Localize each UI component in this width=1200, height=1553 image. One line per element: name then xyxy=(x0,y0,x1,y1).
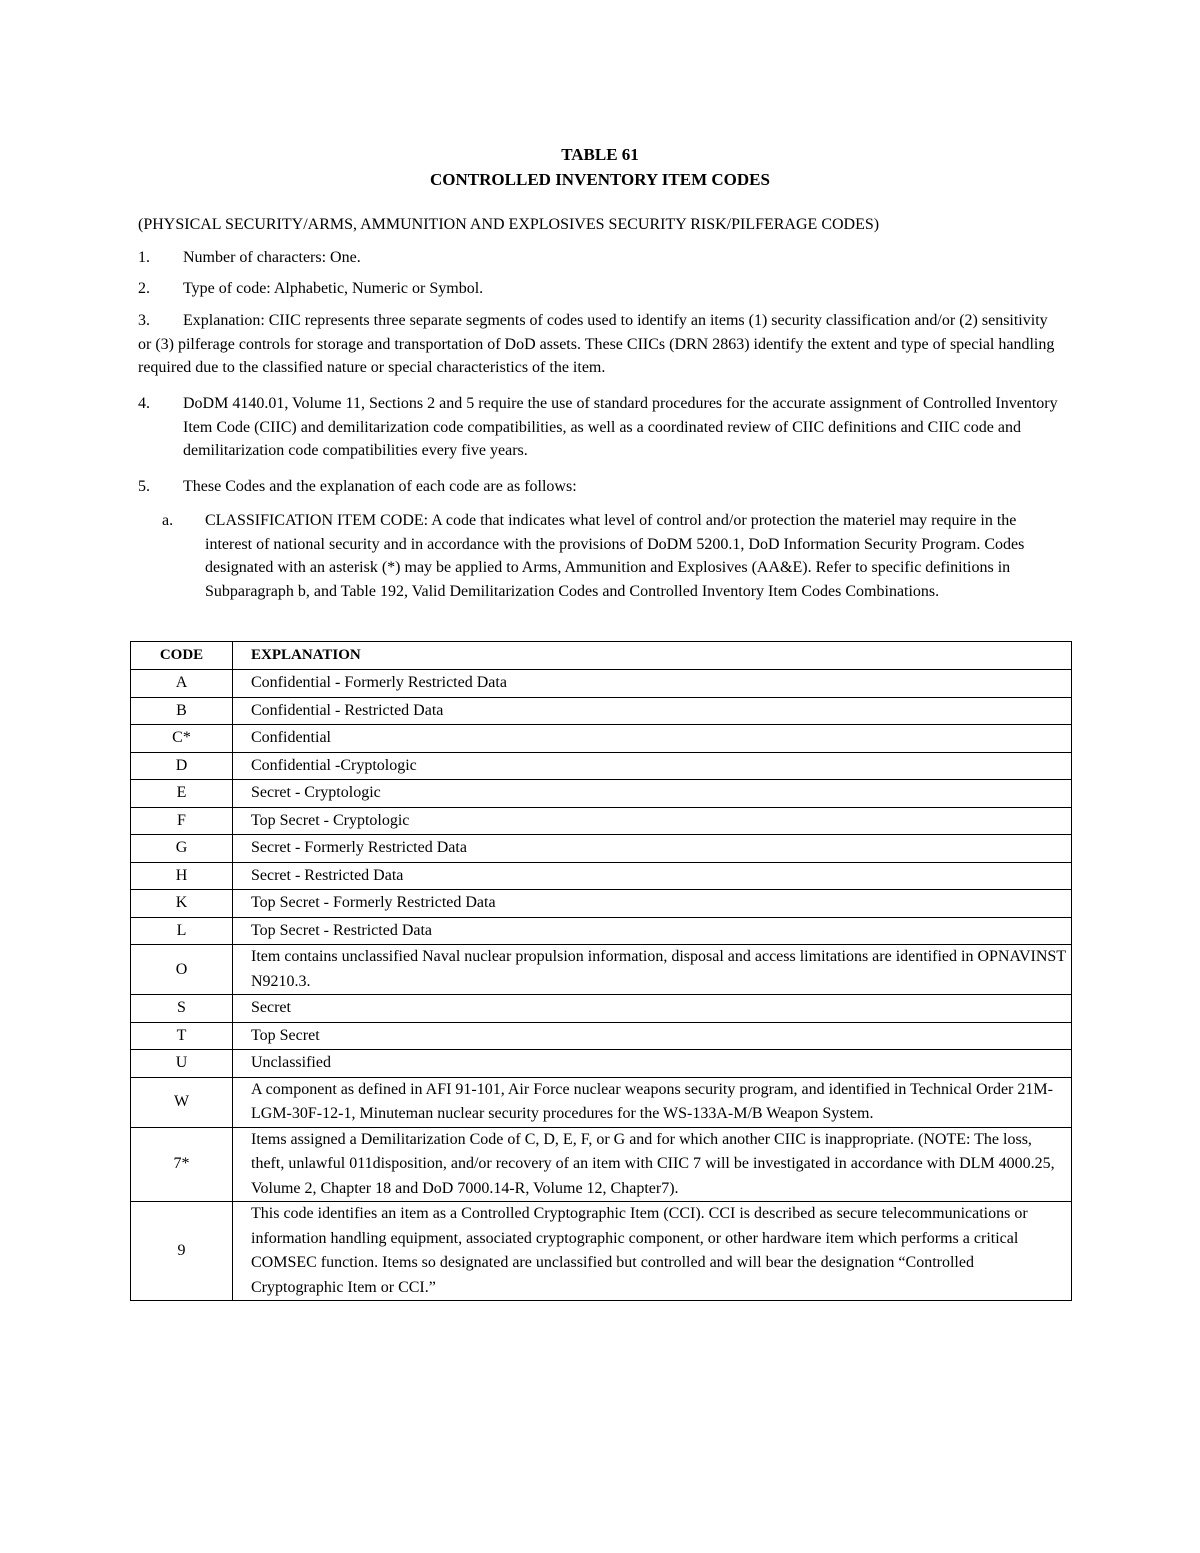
list-number: 1. xyxy=(138,249,150,266)
list-number: 5. xyxy=(138,478,150,495)
row-explanation: Confidential -Cryptologic xyxy=(233,752,1072,780)
row-explanation: Items assigned a Demilitarization Code of C, D, E, F, or G and for which another CIIC is inappropriate. (NOTE: The loss, theft, unlawful 011disposition, and/or recovery of an item with CIIC 7 will be investigated in accordance with DLM 4000.25, Volume 2, Chapter 18 and DoD 7000.14-R, Volume 12, Chapter7). xyxy=(233,1127,1072,1202)
table-row xyxy=(131,945,1072,995)
list-item-1 xyxy=(138,246,1058,270)
table-title: CONTROLLED INVENTORY ITEM CODES xyxy=(430,170,770,189)
row-code: E xyxy=(131,780,233,808)
table-row xyxy=(131,725,1072,753)
row-explanation: Unclassified xyxy=(233,1050,1072,1078)
row-code: S xyxy=(131,995,233,1023)
row-code: 9 xyxy=(131,1202,233,1301)
row-explanation: Secret - Cryptologic xyxy=(233,780,1072,808)
table-header-row xyxy=(131,642,1072,670)
row-explanation: This code identifies an item as a Controlled Cryptographic Item (CCI). CCI is described as secure telecommunications or information handling equipment, associated cryptographic component, or other hardware item which performs a critical COMSEC function. Items so designated are unclassified but controlled and will bear the designation “Controlled Cryptographic Item or CCI.” xyxy=(233,1202,1072,1301)
table-number: TABLE 61 xyxy=(561,145,639,164)
row-code: U xyxy=(131,1050,233,1078)
row-code: B xyxy=(131,697,233,725)
row-code: W xyxy=(131,1077,233,1127)
row-code: A xyxy=(131,670,233,698)
table-row xyxy=(131,1202,1072,1301)
list-number: 2. xyxy=(138,280,150,297)
sub-item-text: CLASSIFICATION ITEM CODE: A code that indicates what level of control and/or protection the materiel may require in the interest of national security and in accordance with the provisions of DoDM 5200.1, DoD Information Security Program. Codes designated with an asterisk (*) may be applied to Arms, Ammunition and Explosives (AA&E). Refer to specific definitions in Subparagraph b, and Table 192, Valid Demilitarization Codes and Controlled Inventory Item Codes Combinations. xyxy=(205,512,1025,600)
table-row xyxy=(131,1050,1072,1078)
table-row xyxy=(131,835,1072,863)
list-item-2 xyxy=(138,277,1058,301)
list-text: DoDM 4140.01, Volume 11, Sections 2 and 5 require the use of standard procedures for the accurate assignment of Controlled Inventory Item Code (CIIC) and demilitarization code compatibilities, as well as a coordinated review of CIIC definitions and CIIC code and demilitarization code compatibilities every five years. xyxy=(183,395,1058,459)
table-row xyxy=(131,752,1072,780)
row-explanation: Item contains unclassified Naval nuclear propulsion information, disposal and access limitations are identified in OPNAVINST N9210.3. xyxy=(233,945,1072,995)
row-code: H xyxy=(131,862,233,890)
row-explanation: Confidential - Formerly Restricted Data xyxy=(233,670,1072,698)
table-row xyxy=(131,780,1072,808)
table-row xyxy=(131,890,1072,918)
row-explanation: Top Secret - Cryptologic xyxy=(233,807,1072,835)
table-row xyxy=(131,995,1072,1023)
list-item-3 xyxy=(138,309,1056,380)
row-explanation: Confidential - Restricted Data xyxy=(233,697,1072,725)
list-text: Number of characters: One. xyxy=(183,249,361,266)
list-text: Explanation: CIIC represents three separate segments of codes used to identify an items (1) security classification and/or (2) sensitivity or (3) pilferage controls for storage and transportation of DoD assets. These CIICs (DRN 2863) identify the extent and type of special handling required due to the classified nature or special characteristics of the item. xyxy=(138,312,1055,376)
table-row xyxy=(131,1127,1072,1202)
row-code: 7* xyxy=(131,1127,233,1202)
table-row xyxy=(131,1022,1072,1050)
list-item-4 xyxy=(138,392,1058,463)
table-row xyxy=(131,670,1072,698)
header-explanation: EXPLANATION xyxy=(233,642,1072,670)
header-code: CODE xyxy=(131,642,233,670)
row-code: C* xyxy=(131,725,233,753)
list-number: 4. xyxy=(138,395,150,412)
row-explanation: Secret - Formerly Restricted Data xyxy=(233,835,1072,863)
list-text: These Codes and the explanation of each code are as follows: xyxy=(183,478,577,495)
row-code: F xyxy=(131,807,233,835)
row-explanation: A component as defined in AFI 91-101, Air Force nuclear weapons security program, and identified in Technical Order 21M-LGM-30F-12-1, Minuteman nuclear security procedures for the WS-133A-M/B Weapon System. xyxy=(233,1077,1072,1127)
ciic-table xyxy=(130,641,1072,1301)
row-explanation: Top Secret xyxy=(233,1022,1072,1050)
row-code: O xyxy=(131,945,233,995)
list-text: Type of code: Alphabetic, Numeric or Symbol. xyxy=(183,280,484,297)
sub-item-letter: a. xyxy=(162,512,174,529)
list-item-5 xyxy=(138,475,1058,499)
row-explanation: Secret - Restricted Data xyxy=(233,862,1072,890)
table-row xyxy=(131,1077,1072,1127)
table-row xyxy=(131,697,1072,725)
sub-item-a xyxy=(162,509,1057,603)
row-code: T xyxy=(131,1022,233,1050)
row-explanation: Top Secret - Restricted Data xyxy=(233,917,1072,945)
row-explanation: Secret xyxy=(233,995,1072,1023)
row-code: G xyxy=(131,835,233,863)
row-code: D xyxy=(131,752,233,780)
table-row xyxy=(131,862,1072,890)
row-code: K xyxy=(131,890,233,918)
row-explanation: Top Secret - Formerly Restricted Data xyxy=(233,890,1072,918)
list-number: 3. xyxy=(138,312,150,329)
subtitle: (PHYSICAL SECURITY/ARMS, AMMUNITION AND EXPLOSIVES SECURITY RISK/PILFERAGE CODES) xyxy=(138,216,880,233)
row-code: L xyxy=(131,917,233,945)
table-row xyxy=(131,917,1072,945)
row-explanation: Confidential xyxy=(233,725,1072,753)
table-row xyxy=(131,807,1072,835)
